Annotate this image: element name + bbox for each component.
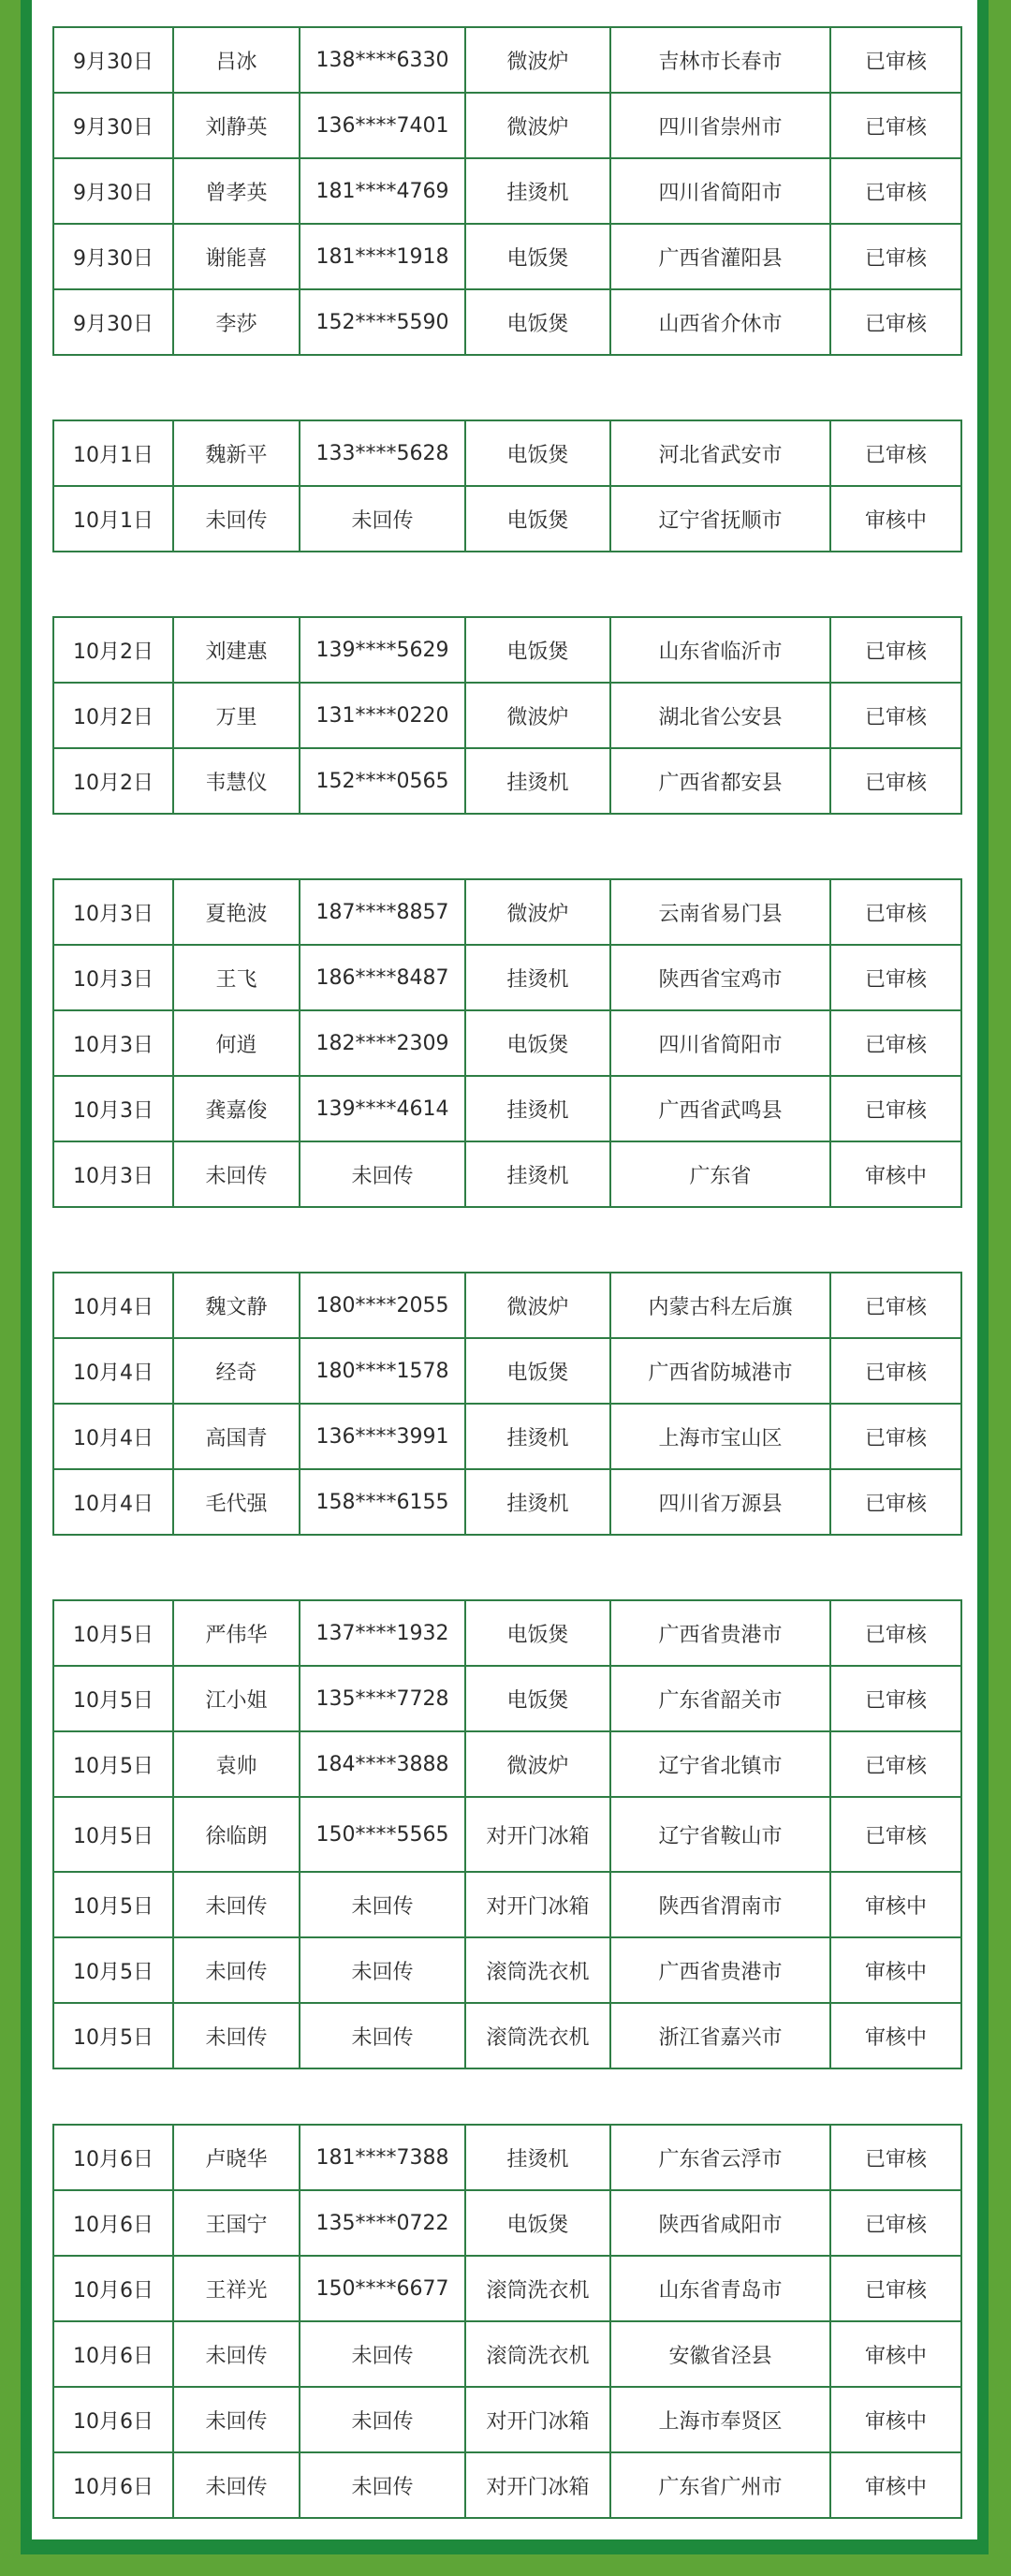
date-cell: 10月6日 xyxy=(53,2387,173,2452)
phone-cell: 136****7401 xyxy=(300,93,465,158)
name-cell: 卢晓华 xyxy=(173,2125,300,2190)
phone-cell: 未回传 xyxy=(300,486,465,552)
table-row xyxy=(53,1666,961,1731)
product-cell: 滚筒洗衣机 xyxy=(465,2003,610,2068)
date-cell: 10月3日 xyxy=(53,1010,173,1076)
region-cell: 四川省简阳市 xyxy=(610,1010,830,1076)
phone-cell: 未回传 xyxy=(300,2387,465,2452)
status-cell: 已审核 xyxy=(830,158,961,224)
product-cell: 电饭煲 xyxy=(465,224,610,289)
table-row xyxy=(53,2452,961,2518)
region-cell: 湖北省公安县 xyxy=(610,683,830,748)
date-cell: 9月30日 xyxy=(53,289,173,355)
table-row xyxy=(53,1404,961,1469)
region-cell: 吉林市长春市 xyxy=(610,27,830,93)
product-cell: 滚筒洗衣机 xyxy=(465,2256,610,2321)
name-cell: 严伟华 xyxy=(173,1600,300,1666)
status-cell: 已审核 xyxy=(830,27,961,93)
region-cell: 广东省云浮市 xyxy=(610,2125,830,2190)
phone-cell: 未回传 xyxy=(300,1872,465,1937)
region-cell: 云南省易门县 xyxy=(610,879,830,945)
date-cell: 10月5日 xyxy=(53,1797,173,1872)
date-cell: 10月2日 xyxy=(53,617,173,683)
name-cell: 刘建惠 xyxy=(173,617,300,683)
name-cell: 吕冰 xyxy=(173,27,300,93)
name-cell: 王国宁 xyxy=(173,2190,300,2256)
table-row xyxy=(53,1010,961,1076)
region-cell: 浙江省嘉兴市 xyxy=(610,2003,830,2068)
product-cell: 挂烫机 xyxy=(465,1076,610,1141)
phone-cell: 186****8487 xyxy=(300,945,465,1010)
table-row xyxy=(53,945,961,1010)
phone-cell: 131****0220 xyxy=(300,683,465,748)
product-cell: 微波炉 xyxy=(465,27,610,93)
status-cell: 已审核 xyxy=(830,2190,961,2256)
table-row xyxy=(53,27,961,93)
table-row xyxy=(53,2256,961,2321)
phone-cell: 未回传 xyxy=(300,2452,465,2518)
product-cell: 挂烫机 xyxy=(465,158,610,224)
date-cell: 10月4日 xyxy=(53,1469,173,1535)
region-cell: 辽宁省鞍山市 xyxy=(610,1797,830,1872)
date-cell: 10月4日 xyxy=(53,1338,173,1404)
status-cell: 审核中 xyxy=(830,2452,961,2518)
product-cell: 电饭煲 xyxy=(465,420,610,486)
status-cell: 已审核 xyxy=(830,1338,961,1404)
status-cell: 审核中 xyxy=(830,486,961,552)
table-row xyxy=(53,2321,961,2387)
date-cell: 10月5日 xyxy=(53,1600,173,1666)
record-group xyxy=(52,616,962,815)
status-cell: 已审核 xyxy=(830,1797,961,1872)
phone-cell: 未回传 xyxy=(300,2003,465,2068)
table-row xyxy=(53,748,961,814)
name-cell: 韦慧仪 xyxy=(173,748,300,814)
date-cell: 10月1日 xyxy=(53,420,173,486)
status-cell: 已审核 xyxy=(830,1600,961,1666)
phone-cell: 150****5565 xyxy=(300,1797,465,1872)
name-cell: 毛代强 xyxy=(173,1469,300,1535)
phone-cell: 未回传 xyxy=(300,1937,465,2003)
region-cell: 广西省都安县 xyxy=(610,748,830,814)
name-cell: 魏新平 xyxy=(173,420,300,486)
table-row xyxy=(53,1731,961,1797)
date-cell: 10月2日 xyxy=(53,683,173,748)
name-cell: 袁帅 xyxy=(173,1731,300,1797)
product-cell: 微波炉 xyxy=(465,683,610,748)
status-cell: 审核中 xyxy=(830,1141,961,1207)
date-cell: 10月6日 xyxy=(53,2321,173,2387)
table-row xyxy=(53,2387,961,2452)
phone-cell: 135****7728 xyxy=(300,1666,465,1731)
date-cell: 10月5日 xyxy=(53,2003,173,2068)
region-cell: 广东省 xyxy=(610,1141,830,1207)
product-cell: 电饭煲 xyxy=(465,1338,610,1404)
region-cell: 四川省万源县 xyxy=(610,1469,830,1535)
table-row xyxy=(53,420,961,486)
record-group xyxy=(52,2124,962,2519)
date-cell: 9月30日 xyxy=(53,158,173,224)
phone-cell: 136****3991 xyxy=(300,1404,465,1469)
table-row xyxy=(53,2003,961,2068)
region-cell: 上海市宝山区 xyxy=(610,1404,830,1469)
product-cell: 挂烫机 xyxy=(465,2125,610,2190)
product-cell: 电饭煲 xyxy=(465,1600,610,1666)
record-group xyxy=(52,26,962,356)
phone-cell: 138****6330 xyxy=(300,27,465,93)
phone-cell: 181****4769 xyxy=(300,158,465,224)
table-row xyxy=(53,1600,961,1666)
date-cell: 10月4日 xyxy=(53,1404,173,1469)
phone-cell: 158****6155 xyxy=(300,1469,465,1535)
date-cell: 9月30日 xyxy=(53,27,173,93)
table-row xyxy=(53,1273,961,1338)
name-cell: 未回传 xyxy=(173,1937,300,2003)
table-row xyxy=(53,93,961,158)
product-cell: 挂烫机 xyxy=(465,748,610,814)
status-cell: 已审核 xyxy=(830,289,961,355)
product-cell: 微波炉 xyxy=(465,93,610,158)
phone-cell: 150****6677 xyxy=(300,2256,465,2321)
table-row xyxy=(53,486,961,552)
product-cell: 电饭煲 xyxy=(465,486,610,552)
phone-cell: 133****5628 xyxy=(300,420,465,486)
name-cell: 刘静英 xyxy=(173,93,300,158)
region-cell: 上海市奉贤区 xyxy=(610,2387,830,2452)
phone-cell: 137****1932 xyxy=(300,1600,465,1666)
product-cell: 挂烫机 xyxy=(465,945,610,1010)
phone-cell: 152****0565 xyxy=(300,748,465,814)
name-cell: 未回传 xyxy=(173,1872,300,1937)
date-cell: 10月3日 xyxy=(53,1076,173,1141)
date-cell: 10月5日 xyxy=(53,1666,173,1731)
phone-cell: 184****3888 xyxy=(300,1731,465,1797)
product-cell: 电饭煲 xyxy=(465,2190,610,2256)
status-cell: 已审核 xyxy=(830,1404,961,1469)
product-cell: 滚筒洗衣机 xyxy=(465,2321,610,2387)
table-row xyxy=(53,1872,961,1937)
name-cell: 未回传 xyxy=(173,2387,300,2452)
name-cell: 未回传 xyxy=(173,2452,300,2518)
name-cell: 高国青 xyxy=(173,1404,300,1469)
table-row xyxy=(53,2125,961,2190)
name-cell: 魏文静 xyxy=(173,1273,300,1338)
date-cell: 10月6日 xyxy=(53,2190,173,2256)
status-cell: 已审核 xyxy=(830,945,961,1010)
date-cell: 10月2日 xyxy=(53,748,173,814)
status-cell: 已审核 xyxy=(830,617,961,683)
date-cell: 10月6日 xyxy=(53,2125,173,2190)
region-cell: 辽宁省抚顺市 xyxy=(610,486,830,552)
name-cell: 徐临朗 xyxy=(173,1797,300,1872)
record-group xyxy=(52,1599,962,2069)
product-cell: 对开门冰箱 xyxy=(465,1872,610,1937)
product-cell: 挂烫机 xyxy=(465,1469,610,1535)
status-cell: 审核中 xyxy=(830,1872,961,1937)
table-row xyxy=(53,1338,961,1404)
product-cell: 微波炉 xyxy=(465,879,610,945)
table-row xyxy=(53,1797,961,1872)
product-cell: 对开门冰箱 xyxy=(465,2452,610,2518)
product-cell: 挂烫机 xyxy=(465,1141,610,1207)
region-cell: 广西省防城港市 xyxy=(610,1338,830,1404)
table-row xyxy=(53,2190,961,2256)
name-cell: 王祥光 xyxy=(173,2256,300,2321)
date-cell: 9月30日 xyxy=(53,224,173,289)
phone-cell: 181****7388 xyxy=(300,2125,465,2190)
name-cell: 经奇 xyxy=(173,1338,300,1404)
region-cell: 四川省简阳市 xyxy=(610,158,830,224)
name-cell: 谢能喜 xyxy=(173,224,300,289)
date-cell: 10月5日 xyxy=(53,1872,173,1937)
phone-cell: 182****2309 xyxy=(300,1010,465,1076)
product-cell: 对开门冰箱 xyxy=(465,1797,610,1872)
status-cell: 已审核 xyxy=(830,224,961,289)
status-cell: 已审核 xyxy=(830,748,961,814)
status-cell: 审核中 xyxy=(830,2321,961,2387)
date-cell: 10月3日 xyxy=(53,945,173,1010)
region-cell: 山西省介休市 xyxy=(610,289,830,355)
status-cell: 已审核 xyxy=(830,879,961,945)
name-cell: 夏艳波 xyxy=(173,879,300,945)
product-cell: 电饭煲 xyxy=(465,1666,610,1731)
name-cell: 龚嘉俊 xyxy=(173,1076,300,1141)
date-cell: 10月6日 xyxy=(53,2256,173,2321)
region-cell: 安徽省泾县 xyxy=(610,2321,830,2387)
product-cell: 滚筒洗衣机 xyxy=(465,1937,610,2003)
table-row xyxy=(53,1469,961,1535)
region-cell: 山东省临沂市 xyxy=(610,617,830,683)
table-row xyxy=(53,158,961,224)
status-cell: 已审核 xyxy=(830,93,961,158)
status-cell: 已审核 xyxy=(830,1666,961,1731)
table-row xyxy=(53,1141,961,1207)
phone-cell: 135****0722 xyxy=(300,2190,465,2256)
name-cell: 李莎 xyxy=(173,289,300,355)
date-cell: 10月5日 xyxy=(53,1937,173,2003)
name-cell: 未回传 xyxy=(173,2321,300,2387)
name-cell: 未回传 xyxy=(173,486,300,552)
status-cell: 已审核 xyxy=(830,1731,961,1797)
date-cell: 10月3日 xyxy=(53,879,173,945)
phone-cell: 未回传 xyxy=(300,2321,465,2387)
date-cell: 9月30日 xyxy=(53,93,173,158)
date-cell: 10月3日 xyxy=(53,1141,173,1207)
status-cell: 已审核 xyxy=(830,1076,961,1141)
product-cell: 微波炉 xyxy=(465,1731,610,1797)
status-cell: 已审核 xyxy=(830,1010,961,1076)
status-cell: 已审核 xyxy=(830,683,961,748)
name-cell: 未回传 xyxy=(173,2003,300,2068)
region-cell: 陕西省宝鸡市 xyxy=(610,945,830,1010)
region-cell: 陕西省咸阳市 xyxy=(610,2190,830,2256)
status-cell: 审核中 xyxy=(830,2003,961,2068)
table-row xyxy=(53,289,961,355)
table-row xyxy=(53,683,961,748)
status-cell: 审核中 xyxy=(830,2387,961,2452)
product-cell: 对开门冰箱 xyxy=(465,2387,610,2452)
region-cell: 广西省贵港市 xyxy=(610,1937,830,2003)
date-cell: 10月5日 xyxy=(53,1731,173,1797)
region-cell: 广西省武鸣县 xyxy=(610,1076,830,1141)
record-group xyxy=(52,420,962,552)
table-row xyxy=(53,879,961,945)
table-row xyxy=(53,1937,961,2003)
region-cell: 广西省灌阳县 xyxy=(610,224,830,289)
product-cell: 电饭煲 xyxy=(465,289,610,355)
phone-cell: 187****8857 xyxy=(300,879,465,945)
phone-cell: 139****4614 xyxy=(300,1076,465,1141)
status-cell: 已审核 xyxy=(830,2256,961,2321)
name-cell: 未回传 xyxy=(173,1141,300,1207)
region-cell: 山东省青岛市 xyxy=(610,2256,830,2321)
region-cell: 陕西省渭南市 xyxy=(610,1872,830,1937)
region-cell: 内蒙古科左后旗 xyxy=(610,1273,830,1338)
date-cell: 10月6日 xyxy=(53,2452,173,2518)
phone-cell: 180****2055 xyxy=(300,1273,465,1338)
phone-cell: 181****1918 xyxy=(300,224,465,289)
name-cell: 江小姐 xyxy=(173,1666,300,1731)
name-cell: 何逍 xyxy=(173,1010,300,1076)
product-cell: 挂烫机 xyxy=(465,1404,610,1469)
date-cell: 10月4日 xyxy=(53,1273,173,1338)
phone-cell: 139****5629 xyxy=(300,617,465,683)
name-cell: 万里 xyxy=(173,683,300,748)
region-cell: 广西省贵港市 xyxy=(610,1600,830,1666)
status-cell: 已审核 xyxy=(830,420,961,486)
status-cell: 已审核 xyxy=(830,1469,961,1535)
table-row xyxy=(53,224,961,289)
phone-cell: 未回传 xyxy=(300,1141,465,1207)
phone-cell: 180****1578 xyxy=(300,1338,465,1404)
table-row xyxy=(53,1076,961,1141)
status-cell: 审核中 xyxy=(830,1937,961,2003)
status-cell: 已审核 xyxy=(830,1273,961,1338)
region-cell: 广东省韶关市 xyxy=(610,1666,830,1731)
product-cell: 微波炉 xyxy=(465,1273,610,1338)
product-cell: 电饭煲 xyxy=(465,1010,610,1076)
record-group xyxy=(52,878,962,1208)
product-cell: 电饭煲 xyxy=(465,617,610,683)
table-row xyxy=(53,617,961,683)
region-cell: 河北省武安市 xyxy=(610,420,830,486)
phone-cell: 152****5590 xyxy=(300,289,465,355)
region-cell: 辽宁省北镇市 xyxy=(610,1731,830,1797)
name-cell: 曾孝英 xyxy=(173,158,300,224)
name-cell: 王飞 xyxy=(173,945,300,1010)
records-panel xyxy=(32,0,977,2539)
region-cell: 广东省广州市 xyxy=(610,2452,830,2518)
record-group xyxy=(52,1272,962,1536)
region-cell: 四川省崇州市 xyxy=(610,93,830,158)
date-cell: 10月1日 xyxy=(53,486,173,552)
status-cell: 已审核 xyxy=(830,2125,961,2190)
